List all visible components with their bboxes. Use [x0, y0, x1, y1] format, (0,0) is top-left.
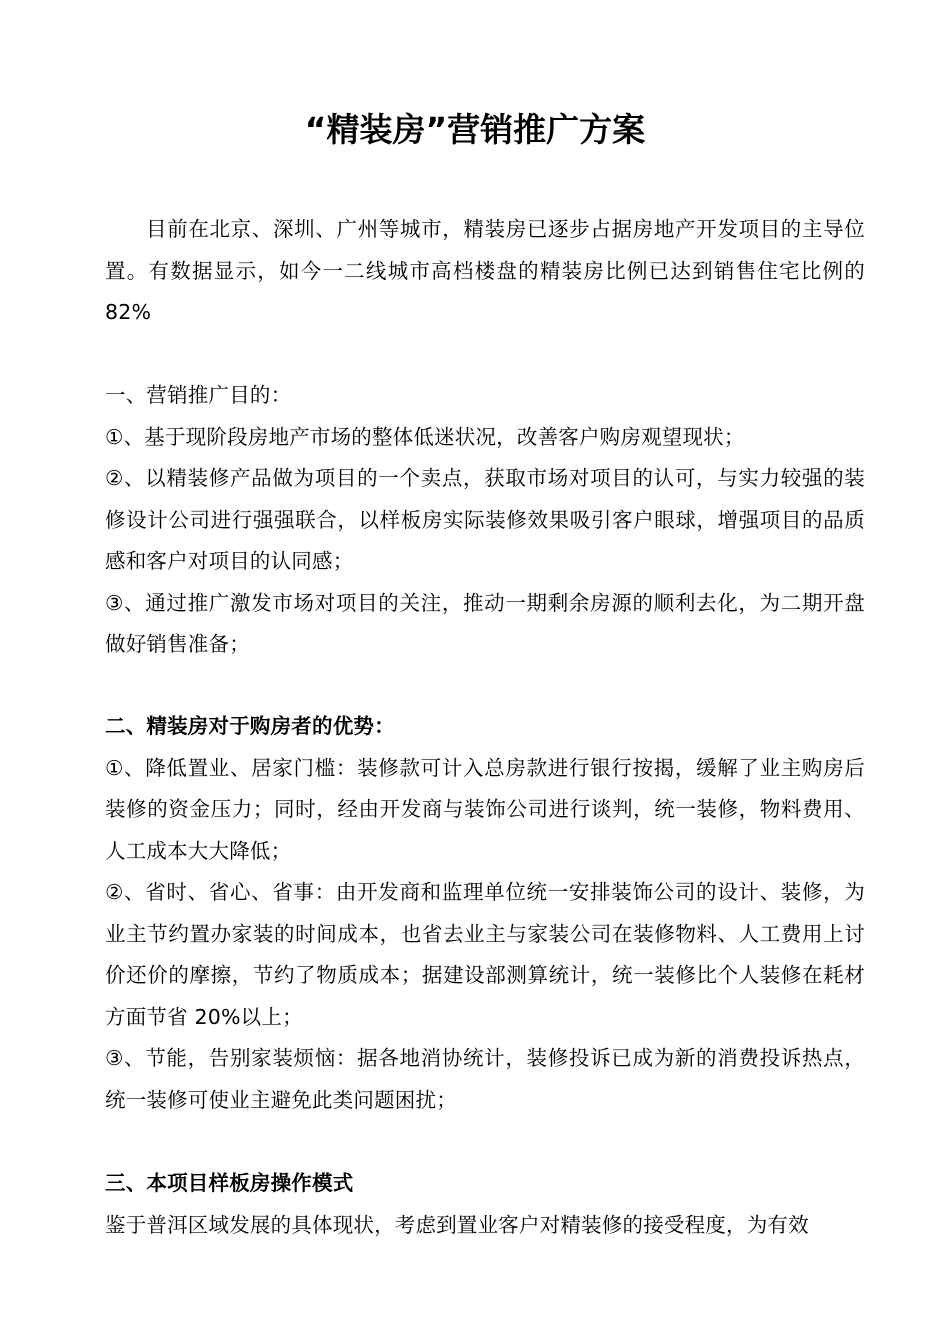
- section-1-item-2: ②、以精装修产品做为项目的一个卖点，获取市场对项目的认可，与实力较强的装修设计公司进行强强联合，以样板房实际装修效果吸引客户眼球，增强项目的品质感和客户对项目的认同感；: [105, 466, 865, 573]
- intro-block: [105, 209, 865, 334]
- section-1-item-3: ③、通过推广激发市场对项目的关注，推动一期剩余房源的顺利去化，为二期开盘做好销售准备；: [105, 590, 865, 656]
- section-2-heading: 二、精装房对于购房者的优势：: [105, 714, 395, 738]
- section-3-heading: 三、本项目样板房操作模式: [105, 1171, 354, 1195]
- section-3-text: 鉴于普洱区域发展的具体现状，考虑到置业客户对精装修的接受程度，为有效: [105, 1212, 809, 1237]
- intro-paragraph: 目前在北京、深圳、广州等城市，精装房已逐步占据房地产开发项目的主导位置。有数据显示，如今一二线城市高档楼盘的精装房比例已达到销售住宅比例的 82%: [105, 217, 865, 324]
- section-2-item-1: ①、降低置业、居家门槛：装修款可计入总房款进行银行按揭，缓解了业主购房后装修的资金压力；同时，经由开发商与装饰公司进行谈判，统一装修，物料费用、人工成本大大降低；: [105, 755, 865, 863]
- section-1: [105, 375, 865, 666]
- section-2-item-3: ③、节能，告别家装烦恼：据各地消协统计，装修投诉已成为新的消费投诉热点，统一装修可使业主避免此类问题困扰；: [105, 1046, 865, 1112]
- section-1-heading: 一、营销推广目的：: [105, 383, 292, 407]
- section-2: [105, 706, 865, 1121]
- section-3: [105, 1163, 865, 1246]
- section-1-item-1: ①、基于现阶段房地产市场的整体低迷状况，改善客户购房观望现状；: [105, 424, 745, 449]
- section-2-item-2: ②、省时、省心、省事：由开发商和监理单位统一安排装饰公司的设计、装修，为业主节约置办家装的时间成本，也省去业主与家装公司在装修物料、人工费用上讨价还价的摩擦，节约了物质成本；据建设部测算统计，统一装修比个人装修在耗材方面节省 20%以上；: [105, 880, 865, 1029]
- document-title: “精装房”营销推广方案: [304, 110, 646, 149]
